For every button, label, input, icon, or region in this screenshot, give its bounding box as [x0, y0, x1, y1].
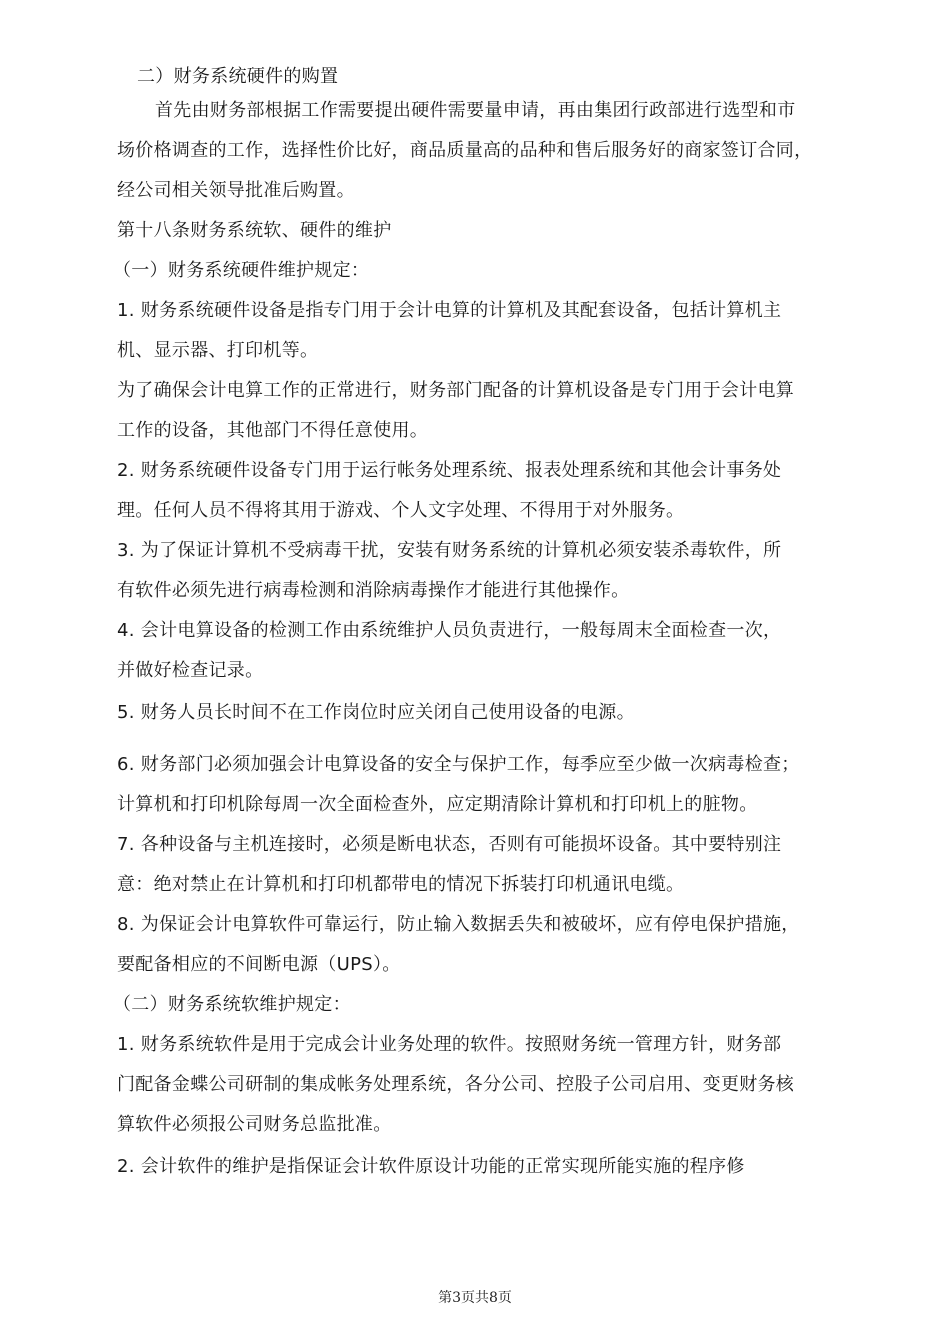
section-heading: （二）财务系统软维护规定：: [113, 994, 351, 1015]
list-item-line: 2. 会计软件的维护是指保证会计软件原设计功能的正常实现所能实施的程序修: [117, 1156, 745, 1177]
list-item-line: 机、显示器、打印机等。: [117, 340, 319, 361]
page-number-footer: 第3页共8页: [438, 1290, 512, 1306]
body-line: 为了确保会计电算工作的正常进行，财务部门配备的计算机设备是专门用于会计电算: [117, 380, 795, 401]
list-item-line: 要配备相应的不间断电源（UPS）。: [117, 954, 401, 975]
body-line: 首先由财务部根据工作需要提出硬件需要量申请，再由集团行政部进行选型和市: [155, 100, 796, 121]
list-item-line: 1. 财务系统软件是用于完成会计业务处理的软件。按照财务统一管理方针，财务部: [117, 1034, 782, 1055]
section-heading: 二）财务系统硬件的购置: [137, 66, 339, 87]
list-item-line: 计算机和打印机除每周一次全面检查外，应定期清除计算机和打印机上的脏物。: [117, 794, 758, 815]
list-item-line: 5. 财务人员长时间不在工作岗位时应关闭自己使用设备的电源。: [117, 702, 635, 723]
list-item-line: 门配备金蝶公司研制的集成帐务处理系统，各分公司、控股子公司启用、变更财务核: [117, 1074, 795, 1095]
list-item-line: 1. 财务系统硬件设备是指专门用于会计电算的计算机及其配套设备，包括计算机主: [117, 300, 782, 321]
body-line: 工作的设备，其他部门不得任意使用。: [117, 420, 429, 441]
list-item-line: 8. 为保证会计电算软件可靠运行，防止输入数据丢失和被破坏，应有停电保护措施，: [117, 914, 800, 935]
list-item-line: 7. 各种设备与主机连接时，必须是断电状态，否则有可能损坏设备。其中要特别注: [117, 834, 782, 855]
list-item-line: 3. 为了保证计算机不受病毒干扰，安装有财务系统的计算机必须安装杀毒软件，所: [117, 540, 782, 561]
section-heading: （一）财务系统硬件维护规定：: [113, 260, 370, 281]
list-item-line: 并做好检查记录。: [117, 660, 264, 681]
list-item-line: 算软件必须报公司财务总监批准。: [117, 1114, 392, 1135]
list-item-line: 2. 财务系统硬件设备专门用于运行帐务处理系统、报表处理系统和其他会计事务处: [117, 460, 782, 481]
list-item-line: 4. 会计电算设备的检测工作由系统维护人员负责进行，一般每周末全面检查一次，: [117, 620, 782, 641]
list-item-line: 有软件必须先进行病毒检测和消除病毒操作才能进行其他操作。: [117, 580, 630, 601]
list-item-line: 理。任何人员不得将其用于游戏、个人文字处理、不得用于对外服务。: [117, 500, 685, 521]
list-item-line: 意：绝对禁止在计算机和打印机都带电的情况下拆装打印机通讯电缆。: [117, 874, 685, 895]
list-item-line: 6. 财务部门必须加强会计电算设备的安全与保护工作，每季应至少做一次病毒检查；: [117, 754, 800, 775]
article-heading: 第十八条财务系统软、硬件的维护: [117, 220, 392, 241]
body-line: 场价格调查的工作，选择性价比好，商品质量高的品种和售后服务好的商家签订合同，: [117, 140, 813, 161]
body-line: 经公司相关领导批准后购置。: [117, 180, 355, 201]
